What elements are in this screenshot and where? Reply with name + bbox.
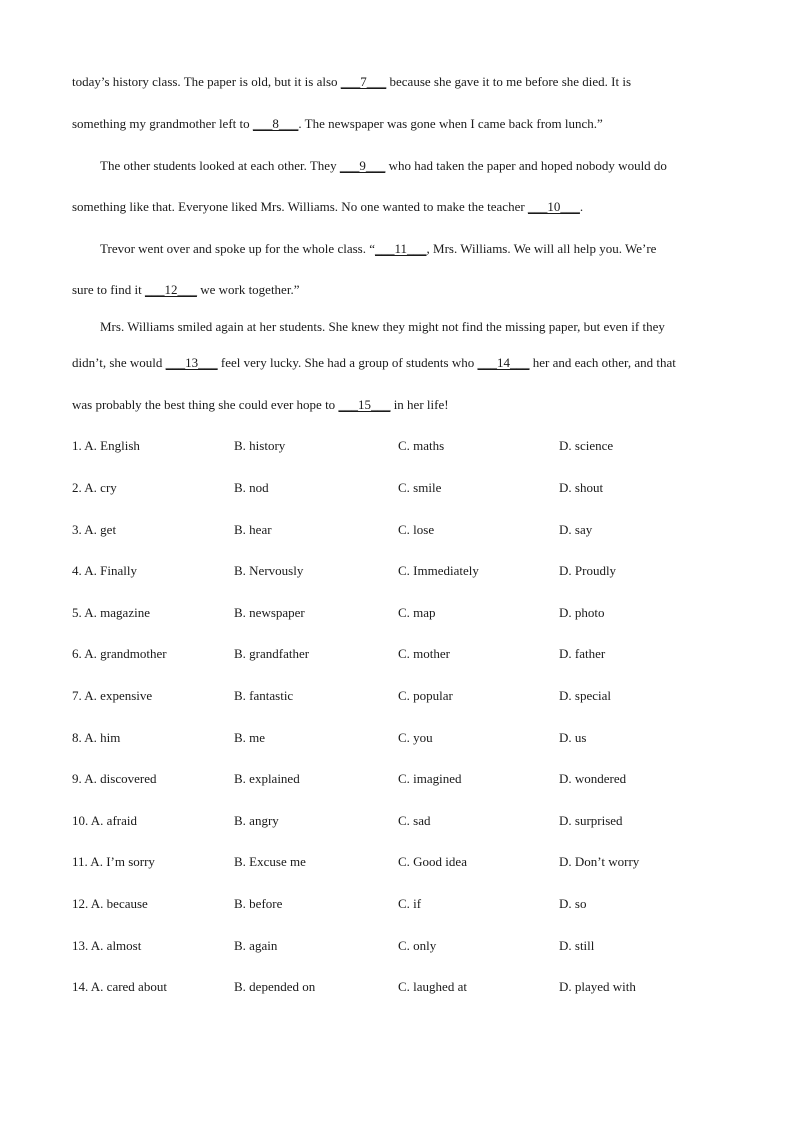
option-a: 10. A. afraid — [72, 813, 137, 828]
option-d: D. say — [559, 522, 593, 537]
option-c: C. lose — [398, 522, 435, 537]
passage-text: feel very lucky. She had a group of students who — [217, 355, 478, 370]
option-c: C. maths — [398, 438, 445, 453]
option-c: C. popular — [398, 688, 453, 703]
passage-text: her and each other, and that — [529, 355, 676, 370]
passage-text: . The newspaper was gone when I came back from lunch.” — [298, 116, 603, 131]
question-row — [72, 563, 732, 579]
option-b: B. newspaper — [234, 605, 305, 620]
option-c: C. Immediately — [398, 563, 479, 578]
option-d: D. played with — [559, 979, 636, 994]
question-row — [72, 979, 732, 995]
option-a: 12. A. because — [72, 896, 148, 911]
option-a: 14. A. cared about — [72, 979, 167, 994]
option-b: B. nod — [234, 480, 269, 495]
option-a: 6. A. grandmother — [72, 646, 167, 661]
option-a: 13. A. almost — [72, 938, 142, 953]
option-d: D. special — [559, 688, 611, 703]
passage-line-8 — [72, 355, 676, 371]
option-d: D. wondered — [559, 771, 627, 786]
passage-text: something my grandmother left to — [72, 116, 253, 131]
option-a: 5. A. magazine — [72, 605, 150, 620]
passage-line-6 — [72, 282, 299, 298]
blank-14: ___14___ — [477, 355, 530, 370]
option-c: C. sad — [398, 813, 431, 828]
passage-text: Trevor went over and spoke up for the whole class. “ — [100, 241, 375, 256]
option-c: C. map — [398, 605, 436, 620]
option-d: D. Don’t worry — [559, 854, 640, 869]
question-row — [72, 896, 732, 912]
passage-line-1 — [72, 74, 631, 90]
option-d: D. us — [559, 730, 587, 745]
option-b: B. before — [234, 896, 283, 911]
option-b: B. grandfather — [234, 646, 310, 661]
question-row — [72, 854, 732, 870]
blank-8: ___8___ — [252, 116, 299, 131]
option-c: C. you — [398, 730, 433, 745]
option-b: B. fantastic — [234, 688, 294, 703]
passage-text: we work together.” — [196, 282, 300, 297]
question-row — [72, 688, 732, 704]
blank-13: ___13___ — [165, 355, 218, 370]
passage-line-3 — [100, 158, 667, 174]
passage-text: Mrs. Williams smiled again at her students. She knew they might not find the missing paper, but even if they — [100, 319, 665, 334]
passage-text: something like that. Everyone liked Mrs. Williams. No one wanted to make the teacher — [72, 199, 528, 214]
blank-11: ___11___ — [374, 241, 427, 256]
passage-text: who had taken the paper and hoped nobody would do — [385, 158, 667, 173]
passage-text: because she gave it to me before she died. It is — [386, 74, 632, 89]
passage-text: was probably the best thing she could ever hope to — [72, 397, 339, 412]
option-d: D. shout — [559, 480, 604, 495]
option-d: D. photo — [559, 605, 605, 620]
option-c: C. Good idea — [398, 854, 467, 869]
blank-10: ___10___ — [527, 199, 580, 214]
option-b: B. again — [234, 938, 278, 953]
option-b: B. Nervously — [234, 563, 304, 578]
option-b: B. hear — [234, 522, 272, 537]
option-d: D. science — [559, 438, 614, 453]
option-d: D. so — [559, 896, 587, 911]
blank-15: ___15___ — [338, 397, 391, 412]
passage-line-7 — [100, 319, 665, 335]
passage-text: in her life! — [390, 397, 449, 412]
question-row — [72, 522, 732, 538]
option-b: B. depended on — [234, 979, 316, 994]
blank-9: ___9___ — [339, 158, 386, 173]
option-a: 3. A. get — [72, 522, 117, 537]
question-row — [72, 480, 732, 496]
option-a: 4. A. Finally — [72, 563, 138, 578]
option-c: C. laughed at — [398, 979, 467, 994]
option-a: 7. A. expensive — [72, 688, 153, 703]
passage-text: sure to find it — [72, 282, 145, 297]
passage-text: The other students looked at each other. They — [100, 158, 340, 173]
option-d: D. still — [559, 938, 595, 953]
option-c: C. smile — [398, 480, 442, 495]
option-c: C. mother — [398, 646, 450, 661]
option-a: 1. A. English — [72, 438, 140, 453]
option-b: B. explained — [234, 771, 300, 786]
question-row — [72, 438, 732, 454]
passage-line-5 — [100, 241, 656, 257]
question-row — [72, 646, 732, 662]
option-a: 9. A. discovered — [72, 771, 157, 786]
option-a: 2. A. cry — [72, 480, 117, 495]
option-c: C. imagined — [398, 771, 462, 786]
passage-line-9 — [72, 397, 449, 413]
question-row — [72, 605, 732, 621]
option-d: D. father — [559, 646, 606, 661]
passage-text: today’s history class. The paper is old, but it is also — [72, 74, 341, 89]
option-b: B. Excuse me — [234, 854, 306, 869]
question-row — [72, 813, 732, 829]
blank-7: ___7___ — [340, 74, 387, 89]
option-d: D. Proudly — [559, 563, 617, 578]
option-b: B. history — [234, 438, 286, 453]
passage-line-2 — [72, 116, 603, 132]
option-a: 8. A. him — [72, 730, 121, 745]
passage-text: didn’t, she would — [72, 355, 166, 370]
blank-12: ___12___ — [144, 282, 197, 297]
option-c: C. if — [398, 896, 422, 911]
question-row — [72, 730, 732, 746]
passage-line-4 — [72, 199, 583, 215]
option-d: D. surprised — [559, 813, 623, 828]
passage-text: , Mrs. Williams. We will all help you. We’re — [426, 241, 657, 256]
question-row — [72, 938, 732, 954]
option-b: B. angry — [234, 813, 279, 828]
option-a: 11. A. I’m sorry — [72, 854, 155, 869]
question-row — [72, 771, 732, 787]
passage-text: . — [579, 199, 584, 214]
option-c: C. only — [398, 938, 437, 953]
option-b: B. me — [234, 730, 266, 745]
